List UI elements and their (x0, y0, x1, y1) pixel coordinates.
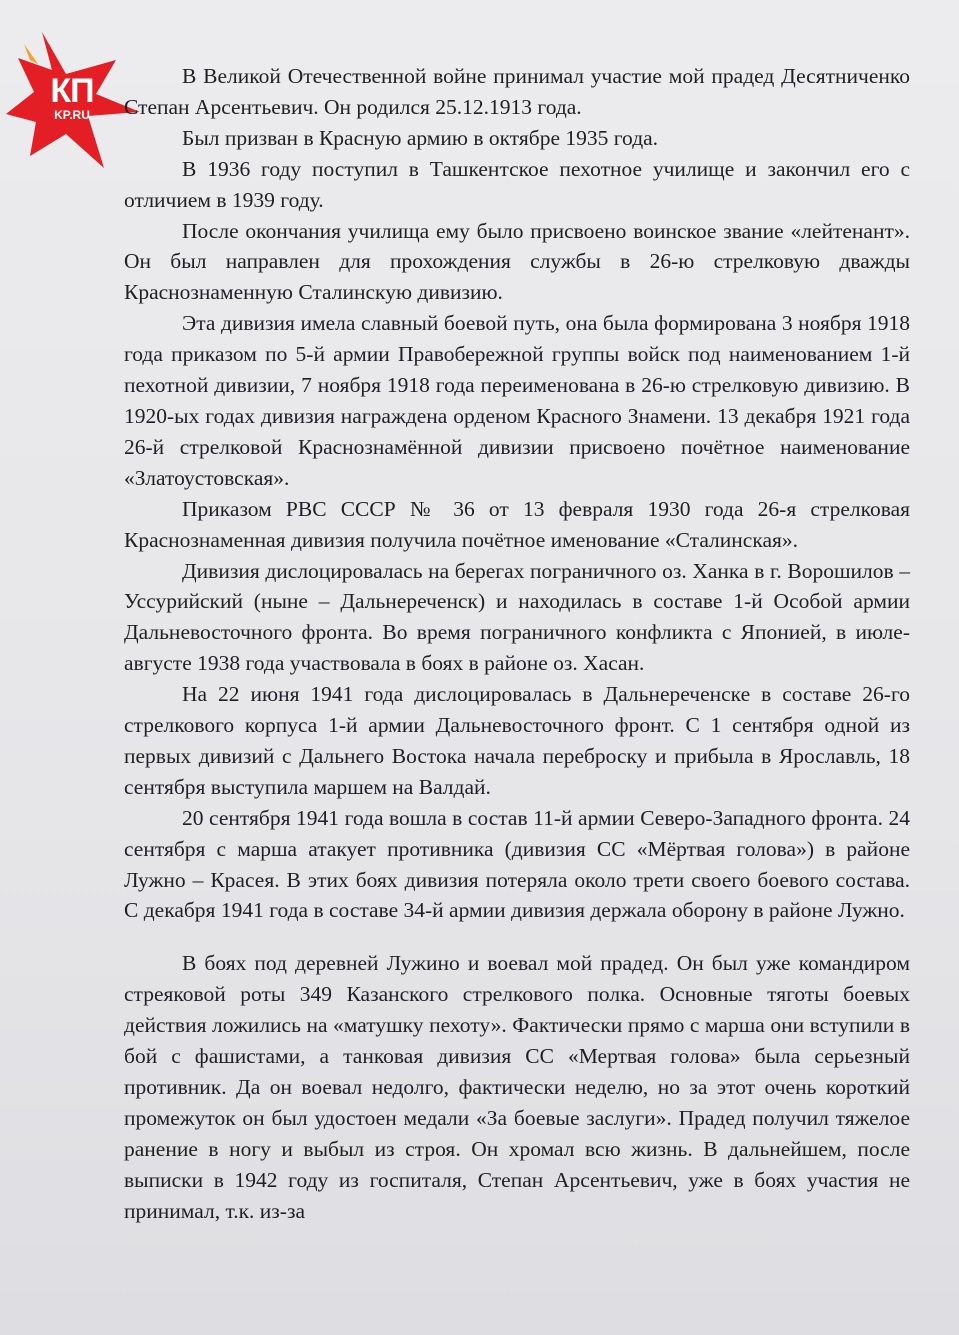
logo-domain: KP.RU (54, 108, 90, 122)
paragraph: Дивизия дислоцировалась на берегах пограничного оз. Ханка в г. Ворошилов – Уссурийский (ныне – Дальнереченск) и находилась в составе 1-й Особой армии Дальневосточного фронта. Во время пограничного конфликта с Японией, в июле-августе 1938 года участвовала в боях в районе оз. Хасан. (124, 558, 910, 676)
paragraph: Был призван в Красную армию в октябре 1935 года. (182, 125, 659, 150)
paragraph: После окончания училища ему было присвоено воинское звание «лейтенант». Он был направлен для прохождения службы в 26-ю стрелковую дважды Краснознаменную Сталинскую дивизию. (124, 218, 910, 305)
paragraph: В Великой Отечественной войне принимал участие мой прадед Десятниченко Степан Арсентьевич. Он родился 25.12.1913 года. (124, 64, 910, 119)
paragraph: 20 сентября 1941 года вошла в состав 11-й армии Северо-Западного фронта. 24 сентября с марша атакует противника (дивизия СС «Мёртвая голова») в районе Лужно – Красея. В этих боях дивизия потеряла около трети своего боевого состава. С декабря 1941 года в составе 34-й армии дивизия держала оборону в районе Лужно. (124, 805, 910, 923)
logo-text (42, 74, 102, 121)
paragraph: В боях под деревней Лужино и воевал мой прадед. Он был уже командиром стреяковой роты 349 Казанского стрелкового полка. Основные тяготы боевых действия ложились на «матушку пехоту». Фактически прямо с марша они вступили в бой с фашистами, а танковая дивизия СС «Мертвая голова» была серьезный противник. Да он воевал недолго, фактически неделю, но за этот очень короткий промежуток он был удостоен медали «За боевые заслуги». Прадед получил тяжелое ранение в ногу и выбыл из строя. Он хромал всю жизнь. В дальнейшем, после выписки в 1942 году из госпиталя, Степан Арсентьевич, уже в боях участия не принимал, т.к. из-за (124, 951, 910, 1223)
logo-brand: КП (50, 72, 94, 110)
paragraph: На 22 июня 1941 года дислоцировалась в Дальнереченске в составе 26-го стрелкового корпуса 1-й армии Дальневосточного фронт. С 1 сентября одной из первых дивизий с Дальнего Востока начала переброску и прибыла в Ярославль, 18 сентября выступила маршем на Валдай. (124, 682, 910, 799)
document-body (124, 61, 910, 1227)
paragraph: В 1936 году поступил в Ташкентское пехотное училище и закончил его с отличием в 1939 году. (124, 156, 910, 212)
paragraph: Эта дивизия имела славный боевой путь, она была формирована 3 ноября 1918 года приказом по 5-й армии Правобережной группы войск под наименованием 1-й пехотной дивизии, 7 ноября 1918 года переименована в 26-ю стрелковую дивизию. В 1920-ых годах дивизия награждена орденом Красного Знамени. 13 декабря 1921 года 26-й стрелковой Краснознамённой дивизии присвоено почётное наименование «Златоустовская». (124, 311, 910, 490)
kp-logo (4, 30, 144, 170)
paragraph: Приказом РВС СССР № 36 от 13 февраля 1930 года 26-я стрелковая Краснознаменная дивизия получила почётное именование «Сталинская». (124, 496, 910, 552)
